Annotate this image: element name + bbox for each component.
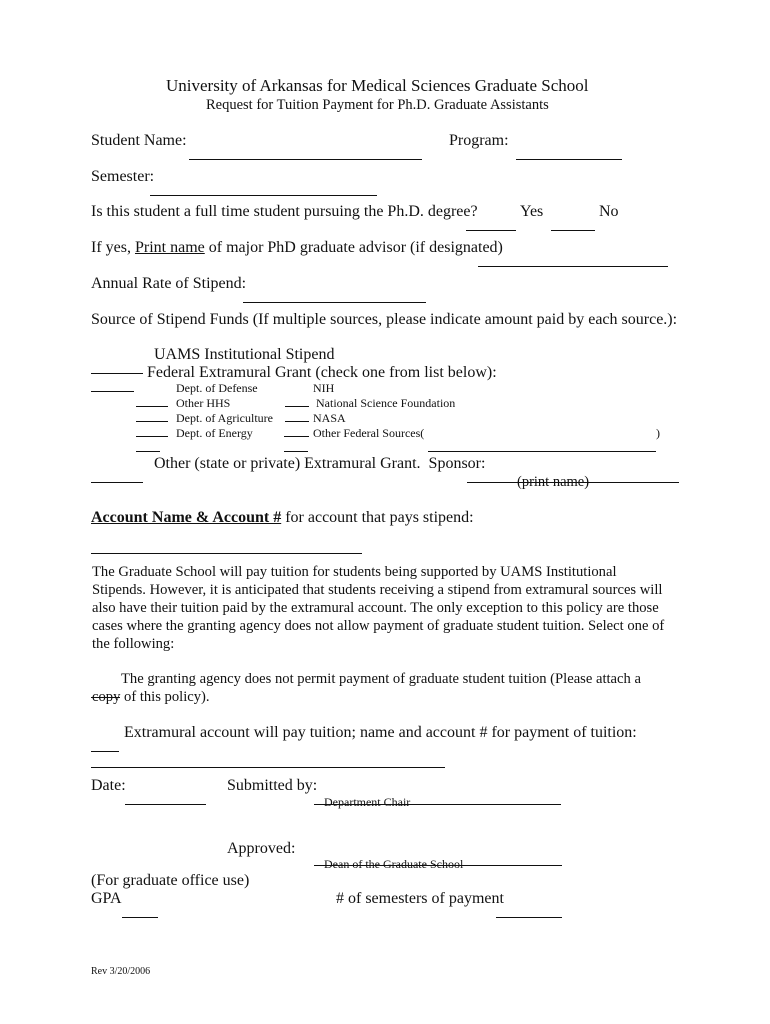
semesters-label: # of semesters of payment — [336, 890, 504, 907]
option1-text: The granting agency does not permit payment of graduate student tuition (Please attach a copy of this policy). — [92, 671, 641, 705]
advisor-field[interactable] — [478, 254, 668, 272]
program-label: Program: — [449, 132, 509, 149]
annual-rate-field[interactable] — [243, 290, 426, 308]
annual-rate-label: Annual Rate of Stipend: — [91, 275, 247, 292]
agency-agriculture: Dept. of Agriculture — [176, 411, 273, 425]
fulltime-question: Is this student a full time student pursuing the Ph.D. degree? — [91, 203, 478, 220]
other-grant-blank[interactable] — [91, 470, 143, 488]
gpa-field[interactable] — [122, 905, 158, 923]
student-name-label: Student Name: — [91, 132, 187, 149]
close-paren: ) — [656, 426, 660, 440]
approved-label: Approved: — [227, 840, 296, 857]
uams-blank[interactable] — [91, 361, 143, 379]
gpa-label: GPA — [91, 890, 122, 907]
no-label: No — [599, 203, 619, 220]
date-label: Date: — [91, 777, 126, 794]
submitted-label: Submitted by: — [227, 777, 318, 794]
office-use-label: (For graduate office use) — [91, 872, 250, 889]
agency-other-federal: Other Federal Sources( — [313, 426, 425, 440]
agency-nsf: National Science Foundation — [316, 396, 456, 410]
form-subtitle: Request for Tuition Payment for Ph.D. Graduate Assistants — [206, 97, 549, 113]
semester-label: Semester: — [91, 168, 155, 185]
other-grant-label: Other (state or private) Extramural Grant. Sponsor: — [154, 455, 486, 472]
dept-chair-caption: Department Chair — [324, 795, 411, 809]
account-field[interactable] — [91, 541, 362, 559]
semester-field[interactable] — [150, 183, 377, 201]
agency-nih: NIH — [313, 381, 335, 395]
federal-blank[interactable] — [91, 379, 134, 397]
program-field[interactable] — [516, 147, 622, 165]
agency-hhs: Other HHS — [176, 396, 231, 410]
agency-defense: Dept. of Defense — [176, 381, 258, 395]
federal-label: Federal Extramural Grant (check one from list below): — [147, 364, 497, 381]
no-blank[interactable] — [551, 218, 595, 236]
print-name-caption: (print name) — [517, 474, 590, 490]
uams-label: UAMS Institutional Stipend — [154, 346, 335, 363]
semesters-field[interactable] — [496, 905, 562, 923]
tuition-account-field[interactable] — [91, 755, 445, 773]
revision-date: Rev 3/20/2006 — [91, 966, 151, 977]
account-label: Account Name & Account # for account that pays stipend: — [91, 509, 474, 526]
source-label: Source of Stipend Funds (If multiple sources, please indicate amount paid by each source.): — [91, 311, 678, 328]
dean-caption: Dean of the Graduate School — [324, 857, 464, 871]
option2-text: Extramural account will pay tuition; name and account # for payment of tuition: — [124, 724, 637, 741]
form-title: University of Arkansas for Medical Sciences Graduate School — [166, 76, 589, 95]
yes-blank[interactable] — [466, 218, 516, 236]
agency-nasa: NASA — [313, 411, 346, 425]
date-field[interactable] — [125, 792, 206, 810]
policy-paragraph: The Graduate School will pay tuition for students being supported by UAMS Institutional Stipends. However, it is anticipated that students receiving a stipend from extramural sources will also have their tuition paid by the extramural account. The only exception to this policy are those cases where the granting agency does not allow payment of graduate student tuition. Select one of the following: — [92, 564, 665, 652]
advisor-line: If yes, Print name of major PhD graduate advisor (if designated) — [91, 239, 503, 256]
yes-label: Yes — [520, 203, 544, 220]
agency-energy: Dept. of Energy — [176, 426, 253, 440]
student-name-field[interactable] — [189, 147, 422, 165]
